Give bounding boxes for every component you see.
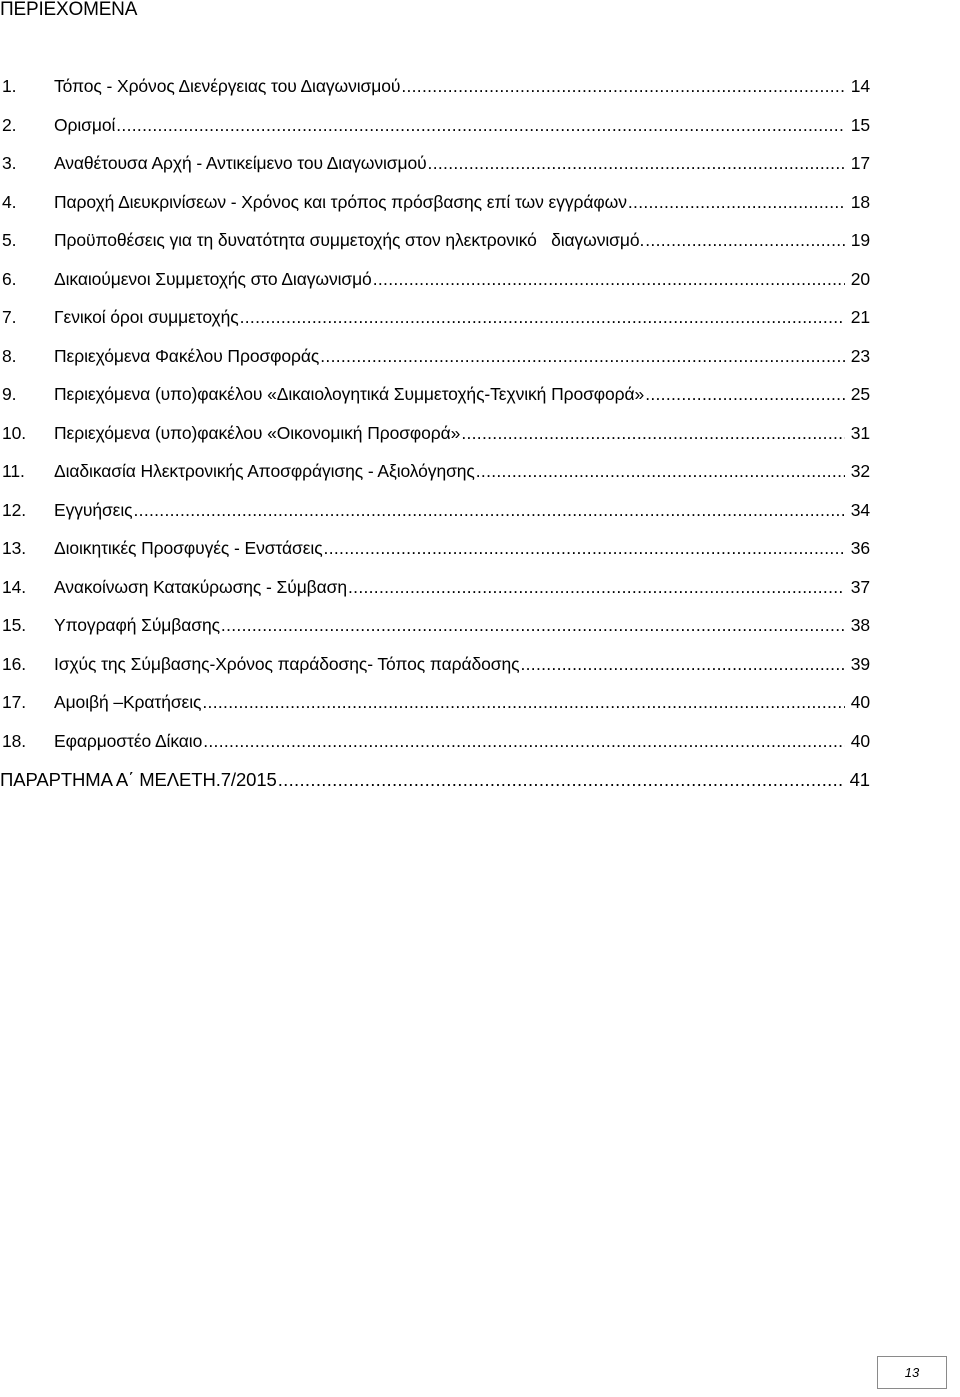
toc-entry-number: 3. [2,153,17,173]
toc-entry-text: Εφαρμοστέο Δίκαιο [54,730,203,751]
toc-entry[interactable] [0,575,870,614]
toc-entry-number: 9. [2,384,17,404]
toc-dot-leader [240,305,845,329]
toc-entry-number: 18. [2,730,27,751]
toc-entry[interactable] [0,151,870,190]
toc-dot-leader [320,344,845,368]
toc-entry-text: Περιεχόμενα (υπο)φακέλου «Οικονομική Προσφορά» [54,422,461,443]
toc-entry[interactable] [0,459,870,498]
toc-entry-appendix[interactable] [0,768,870,807]
toc-entry[interactable] [0,344,870,383]
toc-entry[interactable] [0,305,870,344]
toc-entry[interactable] [0,536,870,575]
toc-entry-text: Παροχή Διευκρινίσεων - Χρόνος και τρόπος πρόσβασης επί των εγγράφων [54,191,627,212]
toc-entry-page: 38 [850,615,870,635]
toc-entry-page: 40 [850,730,870,751]
toc-entry-text: Εγγυήσεις [54,499,133,520]
toc-entry-number: 10. [2,422,27,443]
toc-entry-text: Αμοιβή –Κρατήσεις [54,692,202,712]
toc-entry-text: Γενικοί όροι συμμετοχής [54,307,239,327]
toc-entry-number: 14. [2,576,27,597]
toc-entry-page: 19 [850,230,870,250]
toc-entry-text: Υπογραφή Σύμβασης [54,615,220,635]
toc-entry-number: 8. [2,345,17,366]
toc-entry-number: 12. [2,499,27,520]
toc-entry-number: 11. [2,461,25,481]
toc-dot-leader [203,729,845,753]
toc-entry[interactable] [0,729,870,768]
toc-entry-number: 5. [2,230,17,250]
toc-entry-number: 2. [2,114,17,135]
toc-dot-leader [628,190,845,214]
toc-entry-number: 6. [2,268,17,289]
toc-entry[interactable] [0,652,870,691]
toc-dot-leader [324,536,845,560]
toc-entry-text: Δικαιούμενοι Συμμετοχής στο Διαγωνισμό [54,268,372,289]
toc-entry-text: Διοικητικές Προσφυγές - Ενστάσεις [54,538,323,558]
toc-dot-leader [348,575,845,599]
toc-entry-page: 23 [850,345,870,366]
toc-entry-number: 1. [2,76,17,96]
toc-entry-page: 34 [850,499,870,520]
toc-entry-page: 36 [850,538,870,558]
toc-title: ΠΕΡΙΕΧΟΜΕΝΑ [0,0,138,20]
toc-entry-text: Περιεχόμενα (υπο)φακέλου «Δικαιολογητικά Συμμετοχής-Τεχνική Προσφορά» [54,384,645,404]
toc-entry-text: ΠΑΡΑΡΤΗΜΑ Α΄ ΜΕΛΕΤΗ.7/2015 [0,769,277,790]
toc-entry-page: 21 [850,307,870,327]
toc-entry-text: Ορισμοί [54,114,116,135]
toc-entry-text: Ανακοίνωση Κατακύρωσης - Σύμβαση [54,576,347,597]
toc-entry[interactable] [0,613,870,652]
toc-dot-leader [278,768,845,792]
toc-entry-number: 16. [2,653,27,674]
toc-dot-leader [461,421,845,445]
toc-entry[interactable] [0,421,870,460]
toc-entry-number: 13. [2,538,27,558]
toc-entry-text: Τόπος - Χρόνος Διενέργειας του Διαγωνισμού [54,76,401,96]
toc-dot-leader [401,74,845,98]
toc-entry-page: 17 [850,153,870,173]
toc-entry[interactable] [0,190,870,229]
toc-entry-page: 37 [850,576,870,597]
page-number: 13 [904,1365,920,1380]
toc-entry-text: Αναθέτουσα Αρχή - Αντικείμενο του Διαγωνισμού [54,153,427,173]
page-number-box [877,1356,947,1389]
toc-entry[interactable] [0,113,870,152]
toc-entry-page: 14 [850,76,870,96]
toc-entry-text: Προϋποθέσεις για τη δυνατότητα συμμετοχής στον ηλεκτρονικό διαγωνισμό. [54,230,645,250]
toc-entry-number: 17. [2,692,27,712]
toc-dot-leader [428,151,845,175]
toc-entry[interactable] [0,498,870,537]
toc-dot-leader [520,652,845,676]
toc-dot-leader [476,459,845,483]
toc-entry-page: 18 [850,191,870,212]
toc-entry-page: 40 [850,692,870,712]
toc-entry-page: 32 [850,461,870,481]
toc-dot-leader [645,228,845,252]
toc-entry-page: 15 [850,114,870,135]
toc-entry-page: 31 [850,422,870,443]
toc-dot-leader [116,113,845,137]
toc-entry[interactable] [0,267,870,306]
toc-dot-leader [202,690,845,714]
toc-list [0,74,870,807]
toc-dot-leader [134,498,846,522]
toc-entry[interactable] [0,74,870,113]
toc-dot-leader [645,382,845,406]
toc-entry-page: 25 [850,384,870,404]
toc-entry-text: Ισχύς της Σύμβασης-Χρόνος παράδοσης- Τόπος παράδοσης [54,653,520,674]
toc-entry[interactable] [0,228,870,267]
toc-entry-text: Διαδικασία Ηλεκτρονικής Αποσφράγισης - Αξιολόγησης [54,461,475,481]
toc-entry-page: 39 [850,653,870,674]
toc-dot-leader [221,613,845,637]
toc-entry-page: 20 [850,268,870,289]
toc-entry-number: 15. [2,615,27,635]
toc-dot-leader [373,267,845,291]
toc-entry-number: 7. [2,307,17,327]
toc-entry-number: 4. [2,191,17,212]
toc-entry-text: Περιεχόμενα Φακέλου Προσφοράς [54,345,320,366]
toc-entry[interactable] [0,690,870,729]
toc-entry[interactable] [0,382,870,421]
toc-entry-page: 41 [849,769,870,790]
